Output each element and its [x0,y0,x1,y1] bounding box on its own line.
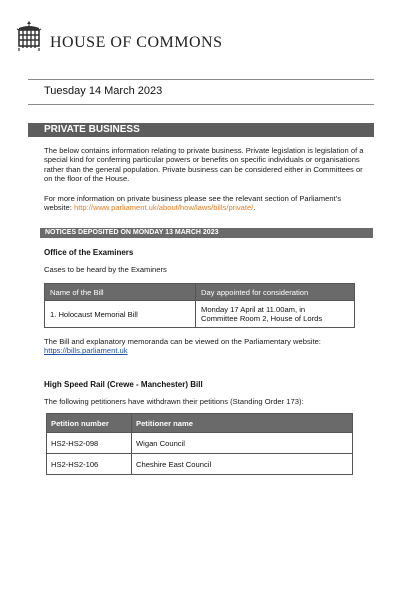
section-title: PRIVATE BUSINESS [44,124,140,135]
consideration-date-line: Monday 17 April at 11.00am, in [201,305,306,314]
hs2-heading: High Speed Rail (Crewe - Manchester) Bill [44,380,203,389]
table-header-row [45,284,355,301]
notices-title: NOTICES DEPOSITED ON MONDAY 13 MARCH 2023 [45,229,219,236]
divider [28,104,374,105]
section-header [28,123,374,137]
consideration-date-cell [196,301,355,328]
column-header: Petitioner name [132,414,353,433]
page-date: Tuesday 14 March 2023 [44,85,163,97]
column-header: Petition number [47,414,132,433]
hs2-text: The following petitioners have withdrawn their petitions (Standing Order 173): [44,397,304,406]
more-info-suffix: . [253,203,256,213]
petitioner-name-cell: Cheshire East Council [132,454,353,475]
petition-number-cell: HS2-HS2-098 [47,433,132,454]
table-header-row [47,414,353,433]
office-heading: Office of the Examiners [44,248,134,257]
petition-number-cell: HS2-HS2-106 [47,454,132,475]
bills-parliament-link[interactable]: https://bills.parliament.uk [44,346,128,356]
house-title: HOUSE OF COMMONS [50,34,223,51]
portcullis-logo-icon [16,20,42,52]
column-header: Name of the Bill [45,284,196,301]
petitioner-name-cell: Wigan Council [132,433,353,454]
memoranda-text: The Bill and explanatory memoranda can be viewed on the Parliamentary website: [44,337,321,346]
table-row [47,454,353,475]
more-info-paragraph [44,194,369,213]
notices-header [40,228,373,238]
petitioners-table [46,413,353,475]
divider [28,79,374,80]
cases-text: Cases to be heard by the Examiners [44,265,167,274]
consideration-location-line: Committee Room 2, House of Lords [201,314,323,323]
memoranda-paragraph [44,337,369,356]
more-info-text: For more information on private business please see the relevant section of Parliament’s website: [44,194,342,213]
bill-name-cell: 1. Holocaust Memorial Bill [45,301,196,328]
column-header: Day appointed for consideration [196,284,355,301]
table-row [45,301,355,328]
examiners-table [44,283,355,328]
private-bills-link[interactable]: http://www.parliament.uk/about/how/laws/bills/private/ [73,203,254,213]
intro-paragraph: The below contains information relating to private business. Private legislation is legislation of a special kind for conferring particular powers or benefits on specific individuals or organisations rather than the general population. Private business can be considered either in Committees or on the floor of the House. [44,146,364,184]
table-row [47,433,353,454]
